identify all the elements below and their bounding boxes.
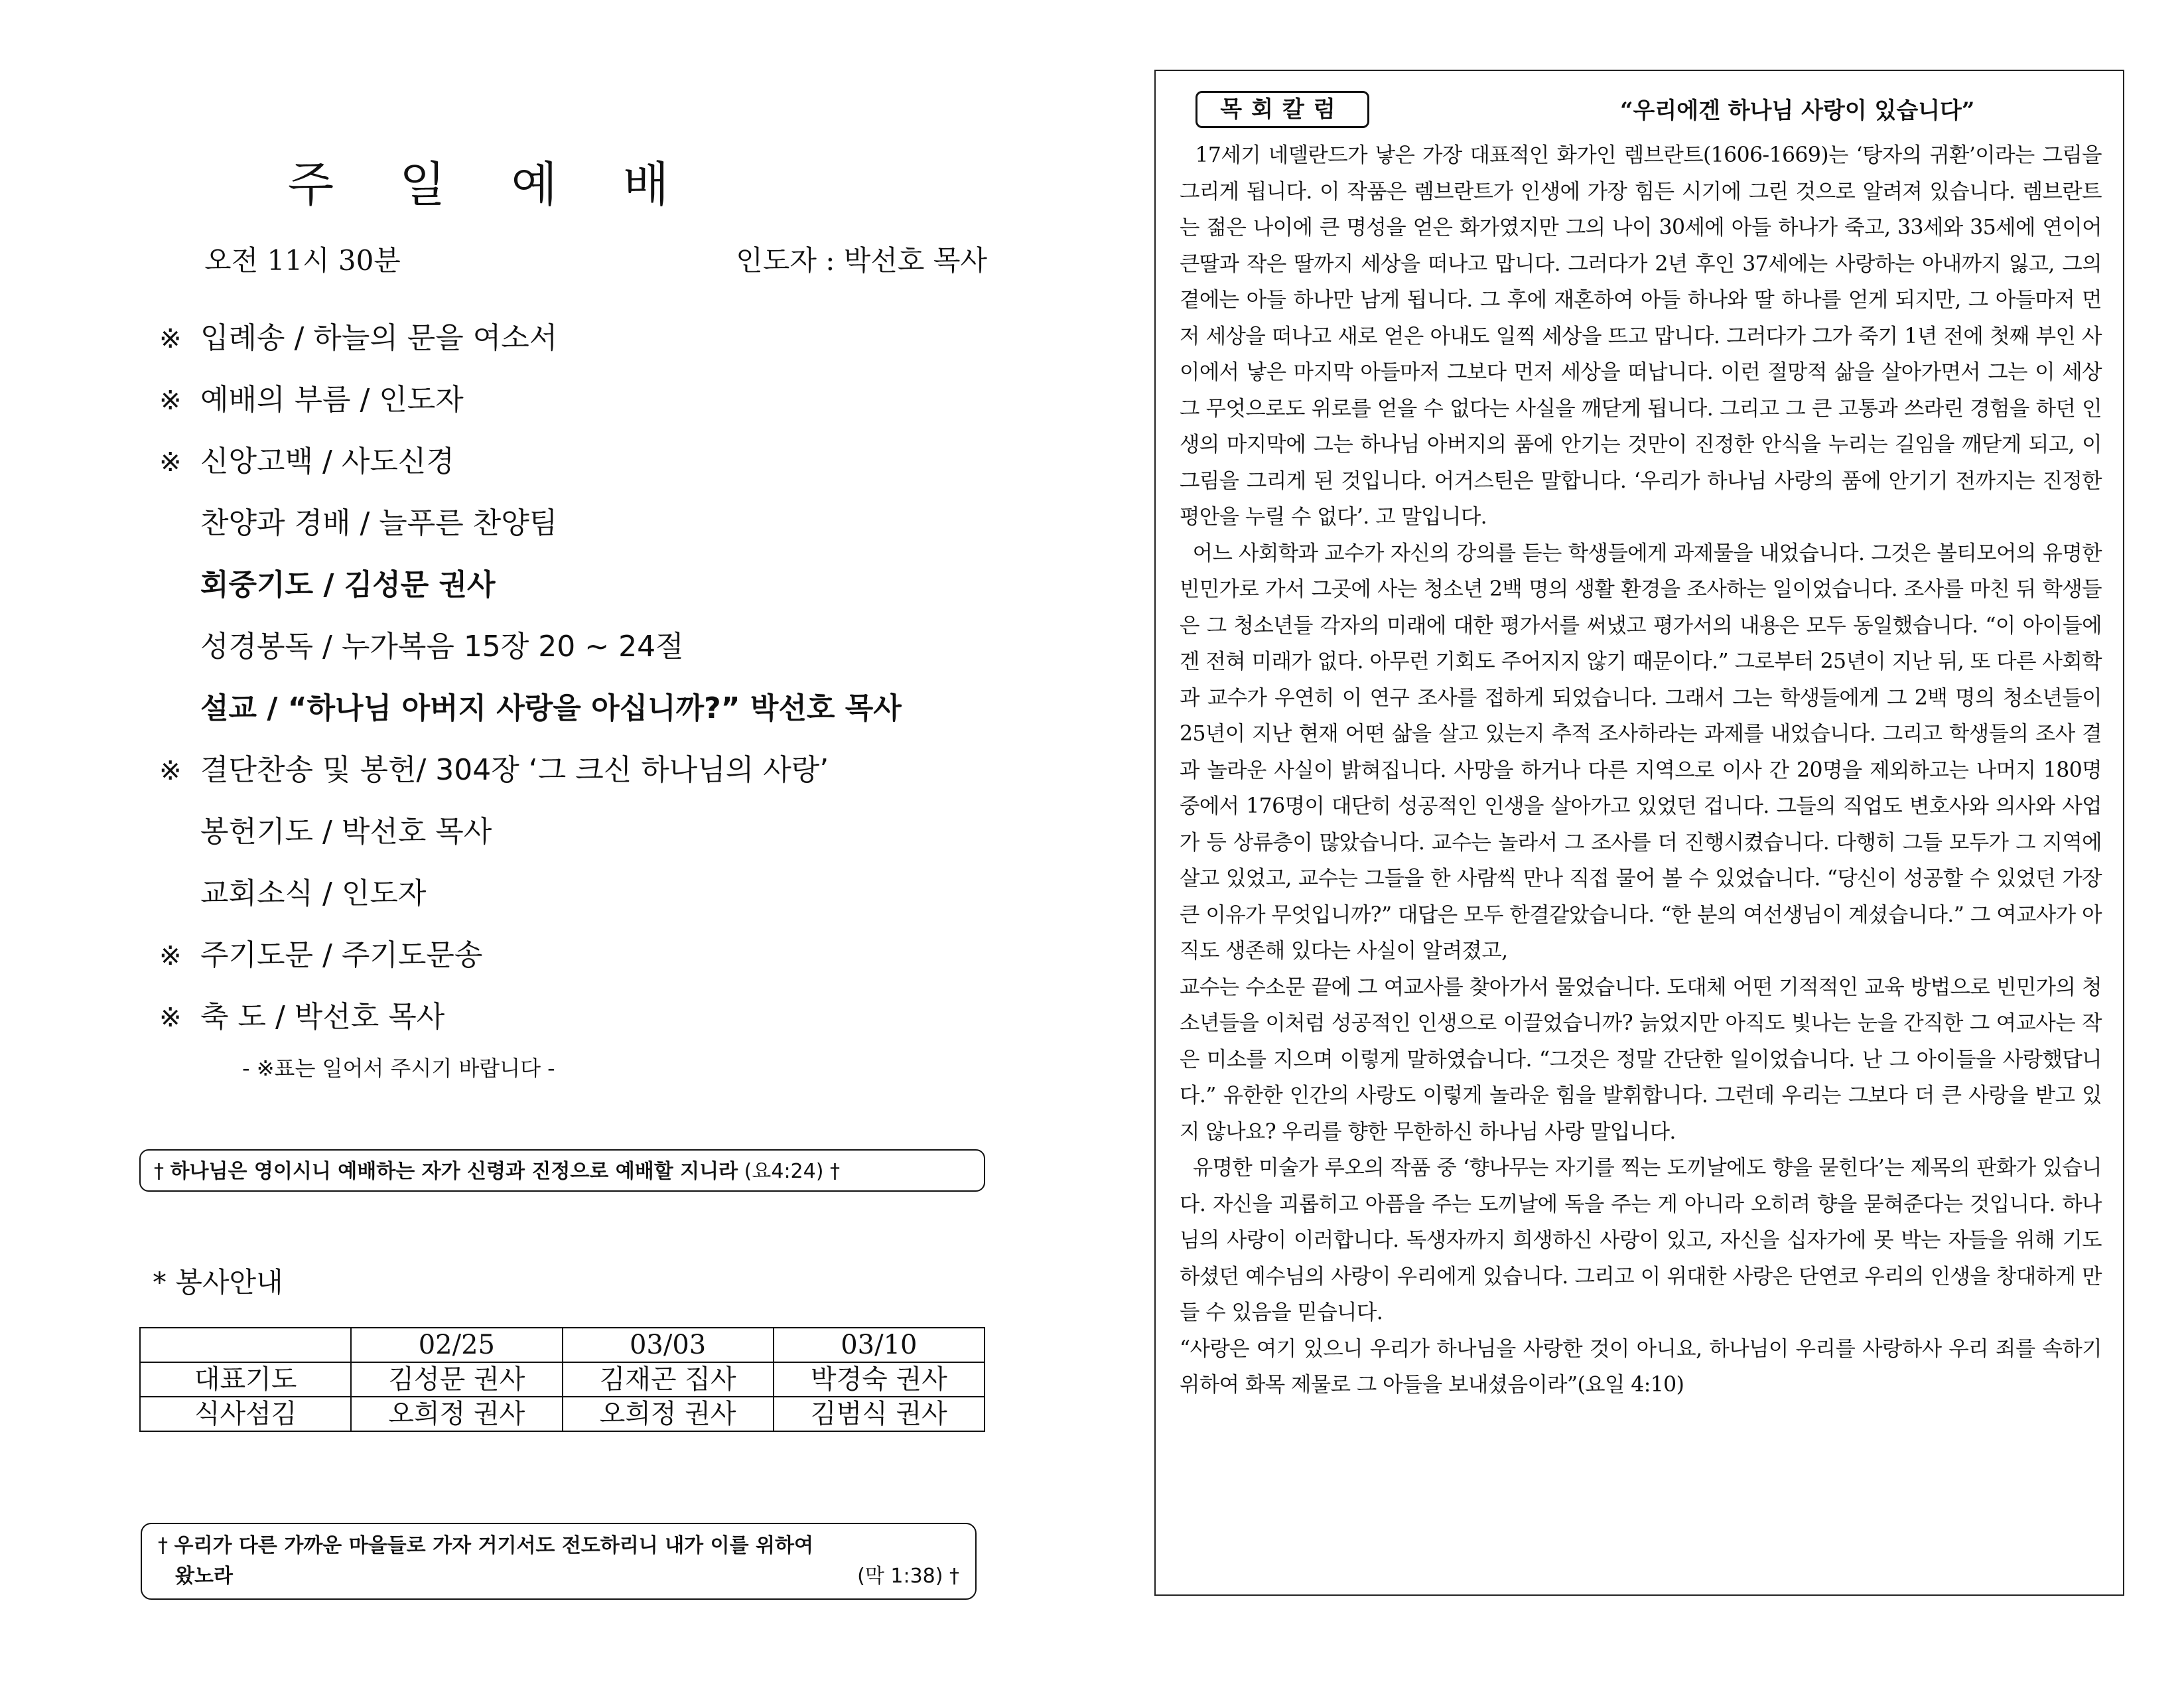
column-paragraph: 17세기 네델란드가 낳은 가장 대표적인 화가인 렘브란트(1606-1669)는 ‘탕자의 귀환’이라는 그림을 그리게 됩니다. 이 작품은 렘브란트가 인생에 가장 힘든 시기에 그린 것으로 알려져 있습니다. 렘브란트는 젊은 나이에 큰 명성을 얻은 화가였지만 그의 나이 30세에 아들 하나가 죽고, 33세와 35세에 연이어 큰딸과 작은 딸까지 세상을 떠나고 맙니다. 그러다가 2년 후인 37세에는 사랑하는 아내까지 잃고, 그의 곁에는 아들 하나만 남게 됩니다. 그 후에 재혼하여 아들 하나와 딸 하나를 얻게 되지만, 그 아들마저 먼저 세상을 떠나고 새로 얻은 아내도 일찍 세상을 뜨고 맙니다. 그러다가 그가 죽기 1년 전에 첫째 부인 사이에서 낳은 마지막 아들마저 그보다 먼저 세상을 떠납니다. 이런 절망적 삶을 살아가면서 그는 이 세상 그 무엇으로도 위로를 얻을 수 없다는 사실을 깨닫게 됩니다. 그리고 그 큰 고통과 쓰라린 경험을 하던 인생의 마지막에 그는 하나님 아버지의 품에 안기는 것만이 진정한 안식을 누리는 길임을 깨닫게 되고, 이 그림을 그리게 된 것입니다. 어거스틴은 말합니다. ‘우리가 하나님 사랑의 품에 안기기 전까지는 진정한 평안을 누릴 수 없다’. 고 말입니다.: [1180, 143, 2108, 529]
table-cell: 대표기도: [140, 1362, 351, 1397]
table-row: [140, 1397, 985, 1431]
order-item: [159, 377, 1022, 439]
standing-mark-icon: ※: [159, 324, 182, 354]
dagger-icon: †: [154, 1160, 164, 1183]
order-item-text: 결단찬송 및 봉헌/ 304장 ‘그 크신 하나님의 사랑’: [200, 753, 829, 787]
verse-ref: [857, 1561, 959, 1592]
order-item: [159, 809, 1022, 871]
verse-line-1: [158, 1531, 959, 1561]
table-header-cell: 02/25: [351, 1328, 562, 1362]
order-item: [159, 624, 1022, 685]
verse-line-2: [158, 1561, 959, 1592]
dagger-icon: †: [829, 1160, 840, 1183]
order-item-text: 예배의 부름 / 인도자: [200, 383, 464, 417]
order-item: [159, 562, 1022, 624]
duty-table: [139, 1327, 985, 1432]
verse-box-mark: [141, 1523, 977, 1600]
service-leader: 인도자 : 박선호 목사: [736, 244, 987, 277]
order-item-text: 신앙고백 / 사도신경: [200, 445, 454, 478]
column-paragraph: 교수는 수소문 끝에 그 여교사를 찾아가서 물었습니다. 도대체 어떤 기적적인 교육 방법으로 빈민가의 청소년들을 이처럼 성공적인 인생으로 이끌었습니까? 늙었지만 아직도 빛나는 눈을 간직한 그 여교사는 작은 미소를 지으며 이렇게 말하였습니다. “그것은 정말 간단한 일이었습니다. 난 그 아이들을 사랑했답니다.” 유한한 인간의 사랑도 이렇게 놀라운 힘을 발휘합니다. 그런데 우리는 그보다 더 큰 사랑을 받고 있지 않나요? 우리를 향한 무한하신 하나님 사랑 말입니다.: [1180, 975, 2102, 1144]
verse-ref: (요4:24): [744, 1160, 824, 1183]
worship-order: [159, 315, 1022, 1056]
standing-mark-icon: ※: [159, 447, 182, 478]
column-paragraph: 유명한 미술가 루오의 작품 중 ‘향나무는 자기를 찍는 도끼날에도 향을 묻힌다’는 제목의 판화가 있습니다. 자신을 괴롭히고 아픔을 주는 도끼날에 독을 주는 게 아니라 오히려 향을 묻혀준다는 것입니다. 하나님의 사랑이 이러합니다. 독생자까지 희생하신 사랑이 있고, 자신을 십자가에 못 박는 자들을 위해 기도하셨던 예수님의 사랑이 우리에게 있습니다. 그리고 이 위대한 사랑은 단연코 우리의 인생을 창대하게 만들 수 있음을 믿습니다.: [1180, 1156, 2102, 1324]
service-guide-heading: * 봉사안내: [153, 1266, 283, 1299]
service-time-line: [204, 239, 987, 285]
table-cell: 김재곤 집사: [563, 1362, 774, 1397]
standing-mark-icon: ※: [159, 756, 182, 786]
verse-text: 하나님은 영이시니 예배하는 자가 신령과 진정으로 예배할 지니라: [170, 1160, 738, 1183]
order-item-text: 찬양과 경배 / 늘푸른 찬양팀: [200, 506, 558, 540]
service-title: 주 일 예 배: [287, 157, 695, 212]
table-cell: 오희정 권사: [351, 1397, 562, 1431]
dagger-icon: †: [158, 1534, 168, 1557]
column-title: “우리에겐 하나님 사랑이 있습니다”: [1620, 98, 1975, 124]
order-item-text: 성경봉독 / 누가복음 15장 20 ~ 24절: [200, 630, 684, 664]
order-item-text: 교회소식 / 인도자: [200, 877, 427, 910]
standing-note: - ※표는 일어서 주시기 바랍니다 -: [242, 1056, 555, 1081]
order-item: [159, 932, 1022, 994]
order-item: [159, 871, 1022, 932]
order-item-text: 설교 / “하나님 아버지 사랑을 아십니까?” 박선호 목사: [200, 691, 902, 725]
table-header-cell: [140, 1328, 351, 1362]
standing-mark-icon: ※: [159, 1003, 182, 1033]
column-body: [1180, 137, 2108, 1403]
column-badge: 목회칼럼: [1195, 91, 1369, 128]
table-header-cell: 03/10: [774, 1328, 985, 1362]
verse-ref-text: (막 1:38): [857, 1565, 943, 1588]
table-cell: 오희정 권사: [563, 1397, 774, 1431]
verse-text: 우리가 다른 가까운 마을들로 가자 거기서도 전도하리니 내가 이를 위하여: [174, 1534, 813, 1557]
order-item-text: 주기도문 / 주기도문송: [200, 938, 483, 972]
order-item: [159, 994, 1022, 1056]
order-item-text: 회중기도 / 김성문 권사: [200, 568, 496, 602]
table-header-row: [140, 1328, 985, 1362]
table-cell: 식사섬김: [140, 1397, 351, 1431]
order-item: [159, 500, 1022, 562]
column-paragraph: “사랑은 여기 있으니 우리가 하나님을 사랑한 것이 아니요, 하나님이 우리를 사랑하사 우리 죄를 속하기 위하여 화목 제물로 그 아들을 보내셨음이라”(요일 4:10): [1180, 1336, 2108, 1397]
order-item-text: 축 도 / 박선호 목사: [200, 1000, 445, 1034]
order-item-text: 입례송 / 하늘의 문을 여소서: [200, 321, 558, 355]
standing-mark-icon: ※: [159, 386, 182, 416]
column-paragraph: 어느 사회학과 교수가 자신의 강의를 듣는 학생들에게 과제물을 내었습니다. 그것은 볼티모어의 유명한 빈민가로 가서 그곳에 사는 청소년 2백 명의 생활 환경을 조사하는 일이었습니다. 조사를 마친 뒤 학생들은 그 청소년들 각자의 미래에 대한 평가서를 써냈고 평가서의 내용은 모두 동일했습니다. “이 아이들에겐 전혀 미래가 없다. 아무런 기회도 주어지지 않기 때문이다.” 그로부터 25년이 지난 뒤, 또 다른 사회학과 교수가 우연히 이 연구 조사를 접하게 되었습니다. 그래서 그는 학생들에게 그 2백 명의 청소년들이 25년이 지난 현재 어떤 삶을 살고 있는지 추적 조사하라는 과제를 내었습니다. 그리고 학생들의 조사 결과 놀라운 사실이 밝혀집니다. 사망을 하거나 다른 지역으로 이사 간 20명을 제외하고는 나머지 180명 중에서 176명이 대단히 성공적인 인생을 살아가고 있었던 겁니다. 그들의 직업도 변호사와 의사와 사업가 등 상류층이 많았습니다. 교수는 놀라서 그 조사를 더 진행시켰습니다. 다행히 그들 모두가 그 지역에 살고 있었고, 교수는 그들을 한 사람씩 만나 직접 물어 볼 수 있었습니다. “당신이 성공할 수 있었던 가장 큰 이유가 무엇입니까?” 대답은 모두 한결같았습니다. “한 분의 여선생님이 계셨습니다.” 그 여교사가 아직도 생존해 있다는 사실이 알려졌고,: [1180, 541, 2108, 963]
table-cell: 박경숙 권사: [774, 1362, 985, 1397]
table-cell: 김범식 권사: [774, 1397, 985, 1431]
order-item: [159, 747, 1022, 809]
pastor-column-page: [1154, 70, 2124, 1596]
standing-mark-icon: ※: [159, 941, 182, 971]
order-item-text: 봉헌기도 / 박선호 목사: [200, 815, 492, 849]
order-item: [159, 315, 1022, 377]
table-cell: 김성문 권사: [351, 1362, 562, 1397]
table-header-cell: 03/03: [563, 1328, 774, 1362]
order-item: [159, 685, 1022, 747]
dagger-icon: †: [949, 1565, 959, 1588]
verse-box-john: [139, 1149, 985, 1192]
table-row: [140, 1362, 985, 1397]
verse-text-cont: 왔노라: [175, 1565, 233, 1588]
order-item: [159, 439, 1022, 500]
service-time: 오전 11시 30분: [204, 244, 401, 277]
